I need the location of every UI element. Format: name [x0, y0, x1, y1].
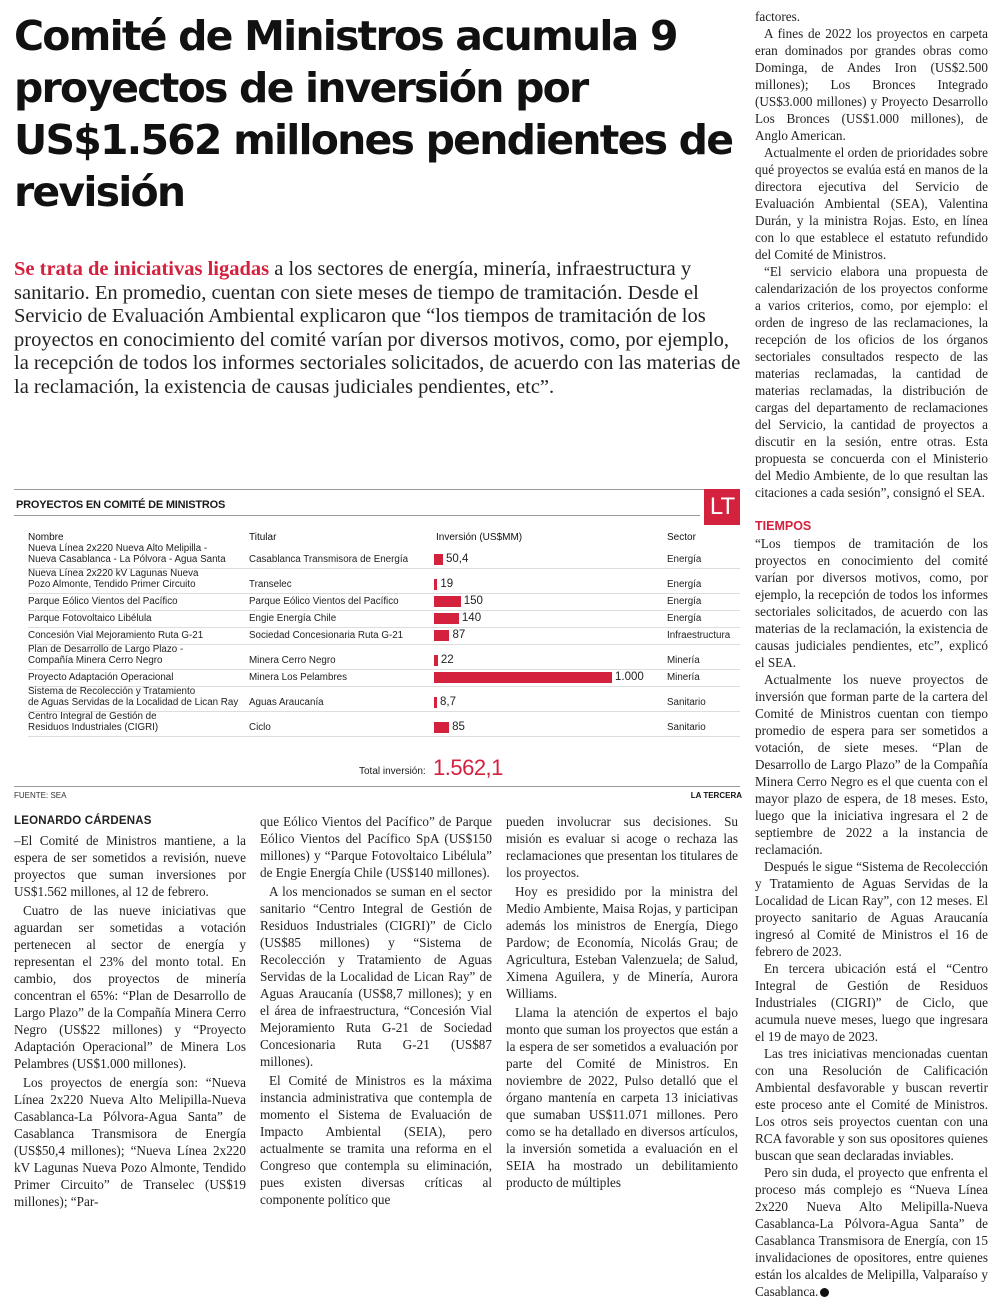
- dek-lead: Se trata de iniciativas ligadas: [14, 258, 270, 280]
- header-sector: Sector: [667, 532, 696, 543]
- investment-value: 50,4: [445, 553, 469, 565]
- body-paragraph: que Eólico Vientos del Pacífico” de Parque Eólico Vientos del Pacífico SpA (US$150 millones) y “Parque Fotovoltaico Libélula” de Engie Energía Chile (US$140 millones).: [260, 814, 492, 880]
- project-name-line: Plan de Desarrollo de Largo Plazo -: [28, 644, 184, 655]
- project-name-line: Proyecto Adaptación Operacional: [28, 672, 174, 683]
- body-column-1: [14, 813, 246, 1212]
- project-sector: Minería: [667, 655, 700, 666]
- project-titular: Aguas Araucanía: [249, 697, 324, 708]
- investment-value: 8,7: [440, 696, 456, 708]
- body-paragraph: El Comité de Ministros es la máxima instancia administrativa que contempla de momento el Sistema de Evaluación de Impacto Ambiental (SEIA), pero actualmente se tramita una reforma en el Congreso que contempla su eliminación, pues existen diversas críticas al componente político que: [260, 1073, 492, 1207]
- project-sector: Energía: [667, 596, 702, 607]
- right-column: [755, 8, 988, 1300]
- table-row: [14, 569, 740, 593]
- body-paragraph: pueden involucrar sus decisiones. Su misión es evaluar si acoge o rechaza las reclamaciones que presentan los titulares de los proyectos.: [506, 814, 738, 880]
- investment-value: 1.000: [615, 671, 644, 683]
- project-sector: Sanitario: [667, 697, 706, 708]
- headline: Comité de Ministros acumula 9 proyectos de inversión por US$1.562 millones pendientes de revisión: [14, 12, 733, 216]
- body-paragraph: Cuatro de las nueve iniciativas que aguardan ser sometidas a votación pertenecen al sector de energía y representan el 23% del monto total. En cambio, dos proyectos de minería concentran el 65%: “Plan de Desarrollo de Largo Plazo” de la Compañía Minera Cerro Negro (US$22 millones) y “Proyecto Adaptación Operacional” de Minera Los Pelambres (US$1.000 millones).: [14, 903, 246, 1071]
- project-name: [28, 644, 258, 666]
- project-name: [28, 568, 258, 590]
- investment-value: 140: [461, 612, 482, 624]
- table-row: [14, 670, 740, 686]
- subhead-tiempos: TIEMPOS: [755, 519, 812, 533]
- project-sector: Sanitario: [667, 722, 706, 733]
- project-name: [28, 613, 258, 624]
- project-titular: Engie Energía Chile: [249, 613, 337, 624]
- project-titular: Parque Eólico Vientos del Pacífico: [249, 596, 399, 607]
- investment-value: 19: [440, 578, 454, 590]
- bottom-rule: [14, 786, 740, 787]
- end-mark-icon: [820, 1288, 829, 1297]
- project-titular: Minera Los Pelambres: [249, 672, 348, 683]
- project-name-line: Concesión Vial Mejoramiento Ruta G-21: [28, 630, 204, 641]
- investment-bar: [434, 697, 437, 708]
- investment-bar: [434, 579, 437, 590]
- dek-text: a los sectores de energía, minería, infraestructura y sanitario. En promedio, cuentan con siete meses de tiempo de tramitación. Desde el Servicio de Evaluación Ambiental explicaron que “los tiempos de tramitación de los proyectos en conocimiento del comité varían por diversos motivos, como, por ejemplo, la recepción de todos los informes sectoriales solicitados, de acuerdo con las materias de la reclamación, la existencia de causas judiciales pendientes, etc”.: [14, 258, 741, 398]
- project-name-line: Residuos Industriales (CIGRI): [28, 722, 159, 733]
- header-nombre: Nombre: [28, 532, 64, 543]
- right-paragraph: Después le sigue “Sistema de Recolección y Tratamiento de Aguas Servidas de la Localidad de Lican Ray”, con 12 meses. El proyecto sanitario de Aguas Araucanía ingresó al Comité de Ministros el 16 de febrero de 2023.: [755, 859, 988, 959]
- project-titular: Casablanca Transmisora de Energía: [249, 554, 409, 565]
- investment-bar: [434, 722, 449, 733]
- project-name-line: Nueva Línea 2x220 kV Lagunas Nueva: [28, 568, 199, 579]
- header-inversion: Inversión (US$MM): [436, 532, 523, 543]
- investment-value: 85: [452, 721, 465, 733]
- byline: LEONARDO CÁRDENAS: [14, 815, 152, 827]
- project-titular: Minera Cerro Negro: [249, 655, 336, 666]
- right-continuation: factores.: [755, 9, 801, 24]
- body-paragraph: –El Comité de Ministros mantiene, a la espera de ser sometidos a revisión, nueve proyectos que suman inversiones por US$1.562 millones, al 12 de febrero.: [14, 833, 246, 899]
- project-name: [28, 686, 258, 708]
- source-note: FUENTE: SEA: [14, 791, 67, 800]
- project-name-line: Compañía Minera Cerro Negro: [28, 655, 163, 666]
- project-name: [28, 630, 258, 641]
- top-rule: [14, 489, 740, 490]
- body-paragraph: A los mencionados se suman en el sector sanitario “Centro Integral de Gestión de Residuos Industriales (CIGRI)” de Ciclo (US$85 millones) y “Sistema de Recolección y Tratamiento de Aguas Servidas de la Localidad de Lican Ray” de Aguas Araucanía (US$8,7 millones); y en el área de infraestructura, “Concesión Vial Mejoramiento Ruta G-21 de Sociedad Concesionaria Ruta G-21 (US$87 millones).: [260, 884, 492, 1069]
- investment-value: 87: [452, 629, 466, 641]
- project-name-line: Nueva Línea 2x220 Nueva Alto Melipilla -: [28, 543, 208, 554]
- project-name-line: de Aguas Servidas de la Localidad de Lican Ray: [28, 697, 239, 708]
- project-name: [28, 543, 258, 565]
- project-sector: Energía: [667, 554, 702, 565]
- la-tercera-logo: LT: [704, 489, 740, 525]
- investment-bar: [434, 655, 438, 666]
- dek: [14, 258, 742, 399]
- table-row: [14, 645, 740, 669]
- right-paragraph: Actualmente el orden de prioridades sobre qué proyectos se evalúa está en manos de la directora ejecutiva del Servicio de Evaluación Ambiental (SEA), Valentina Durán, y la ministra Rojas. Esto, en línea con lo que establece el estatuto refundido del Comité de Ministros.: [755, 145, 988, 262]
- body-column-2: [260, 813, 492, 1210]
- project-sector: Minería: [667, 672, 700, 683]
- body-paragraph: Hoy es presidido por la ministra del Medio Ambiente, Maisa Rojas, y participan además los ministros de Energía, Diego Pardow; de Economía, Nicolás Grau; de Agricultura, Esteban Valenzuela; de Salud, Ximena Aguilera, y de Minería, Aurora Williams.: [506, 884, 738, 1001]
- project-name-line: Pozo Almonte, Tendido Primer Circuito: [28, 579, 196, 590]
- investment-bar: [434, 554, 443, 565]
- right-paragraph: En tercera ubicación está el “Centro Integral de Gestión de Residuos Industriales (CIGRI)” de Ciclo, que acumula nueve meses, luego que ingresara el 19 de mayo de 2023.: [755, 961, 988, 1044]
- right-paragraph: “Los tiempos de tramitación de los proyectos en conocimiento del comité varían por diversos motivos, como, por ejemplo, la recepción de todos los informes sectoriales solicitados, de acuerdo con las materias de la reclamación, la existencia de causas judiciales pendientes, etc”, explicó el SEA.: [755, 536, 988, 670]
- project-titular: Transelec: [249, 579, 292, 590]
- project-name-line: Parque Eólico Vientos del Pacífico: [28, 596, 178, 607]
- investment-value: 22: [440, 654, 454, 666]
- project-name-line: Parque Fotovoltaico Libélula: [28, 613, 152, 624]
- right-paragraph: Actualmente los nueve proyectos de inversión que forman parte de la cartera del Comité de Ministros cuentan con tiempo promedio de espera para ser sometidos a votación, de siete meses. “Plan de Desarrollo de Largo Plazo” de la Compañía Minera Cerro Negro es el que cuenta con el mayor plazo de espera, de 18 meses. Esto, luego que la iniciativa ingresara el 2 de septiembre de 2022 a la instancia de reclamación.: [755, 672, 988, 857]
- table-row: [14, 712, 740, 736]
- body-paragraph: Los proyectos de energía son: “Nueva Línea 2x220 Nueva Alto Melipilla-Nueva Casablanca-La Pólvora-Agua Santa” de Casablanca Transmisora de Energía (US$50,4 millones); “Nueva Línea 2x220 kV Lagunas Nueva Pozo Almonte, Tendido Primer Circuito” de Transelec (US$19 millones); “Par-: [14, 1075, 246, 1209]
- project-name-line: Centro Integral de Gestión de: [28, 711, 157, 722]
- right-paragraph: A fines de 2022 los proyectos en carpeta eran dominados por grandes obras como Dominga, de Andes Iron (US$2.500 millones); Los Bronces Integrado (US$3.000 millones) y Proyecto Desarrollo Los Bronces (US$1.000 millones), de Anglo American.: [755, 26, 988, 143]
- investment-bar: [434, 596, 461, 607]
- project-titular: Ciclo: [249, 722, 271, 733]
- body-paragraph: Llama la atención de expertos el bajo monto que suman los proyectos que están a la espera de ser sometidos a evaluación por parte del Comité de Ministros. En noviembre de 2022, Pulso detalló que el órgano mantenía en carpeta 13 iniciativas que sumaban US$11.071 millones. Pero como se ha detallado en diversos artículos, la inversión sometida a evaluación en el SEIA ha mostrado un debilitamiento producto de múltiples: [506, 1005, 738, 1190]
- right-paragraph-last: [755, 1164, 988, 1300]
- table-row: [14, 687, 740, 711]
- infographic: [14, 489, 742, 801]
- project-sector: Energía: [667, 613, 702, 624]
- last-paragraph-text: Pero sin duda, el proyecto que enfrenta el proceso más complejo es “Nueva Línea 2x220 Nueva Alto Melipilla-Nueva Casablanca-La Pólvora-Agua Santa” de Casablanca Transmisora de Energía, con 15 invalidaciones de opositores, entre quienes están los alcaldes de Melipilla, Valparaíso y Casablanca.: [755, 1165, 988, 1299]
- project-name: [28, 672, 258, 683]
- investment-value: 150: [463, 595, 483, 607]
- project-sector: Energía: [667, 579, 702, 590]
- project-name: [28, 596, 258, 607]
- investment-bar: [434, 630, 449, 641]
- project-name-line: Nueva Casablanca - La Pólvora - Agua Santa: [28, 554, 226, 565]
- table-row: [14, 628, 740, 644]
- body-column-3: [506, 813, 738, 1193]
- table-row: [14, 544, 740, 568]
- table-row: [14, 611, 740, 627]
- investment-bar: [434, 613, 459, 624]
- header-titular: Titular: [249, 532, 277, 543]
- right-paragraph: Las tres iniciativas mencionadas cuentan con una Resolución de Calificación Ambiental desfavorable y buscan revertir este proceso ante el Comité de Ministros. Los otros seis proyectos cuentan con una RCA favorable y son sus opositores quienes buscan que sean declaradas inviables.: [755, 1046, 988, 1163]
- publication-credit: LA TERCERA: [690, 791, 742, 800]
- title-rule: [14, 515, 700, 516]
- project-name: [28, 711, 258, 733]
- infographic-title: PROYECTOS EN COMITÉ DE MINISTROS: [16, 499, 226, 511]
- table-row: [14, 594, 740, 610]
- row-separator: [28, 736, 740, 737]
- investment-bar: [434, 672, 612, 683]
- total-value: 1.562,1: [433, 755, 503, 780]
- right-paragraph: “El servicio elabora una propuesta de calendarización de los proyectos conforme a varios criterios, como, por ejemplo: el orden de ingreso de las reclamaciones, la recepción de los oficios de los órganos sectoriales consultados respecto de las materias reclamadas, la cantidad de materias reclamadas, la distribución de cargas del departamento de reclamaciones del Servicio, la cantidad de proyectos a discutir en la sesión, entre otras. Esta propuesta se concuerda con el Ministerio del Medio Ambiente, de lo que resultan las citaciones a cada sesión”, consignó el SEA.: [755, 264, 988, 500]
- project-titular: Sociedad Concesionaria Ruta G-21: [249, 630, 404, 641]
- project-name-line: Sistema de Recolección y Tratamiento: [28, 686, 196, 697]
- project-sector: Infraestructura: [667, 630, 731, 641]
- total-label: Total inversión:: [359, 766, 426, 777]
